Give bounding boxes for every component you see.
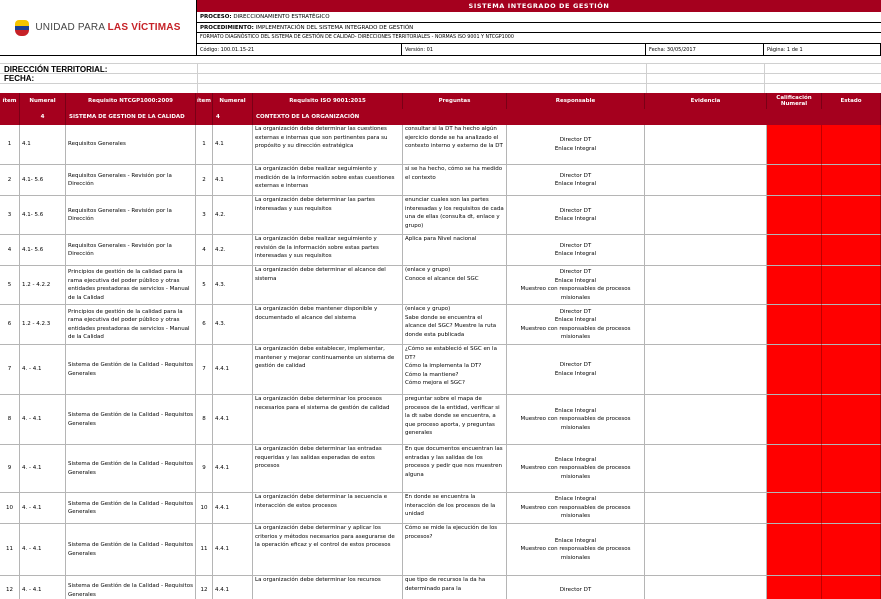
col-estado: Estado [822,93,881,109]
section-title-2: CONTEXTO DE LA ORGANIZACIÓN [253,109,881,125]
cell-calificacion[interactable] [767,305,822,345]
cell-responsable[interactable] [507,305,645,345]
colombia-seal-icon [15,20,29,36]
cell-req-iso[interactable]: La organización debe determinar el alcance del sistema [253,266,403,305]
cell-calificacion[interactable] [767,395,822,445]
cell-req-ntc[interactable]: Sistema de Gestión de la Calidad - Requisitos Generales [66,345,196,395]
cell-item2[interactable]: 8 [196,395,213,445]
cell-evidencia[interactable] [645,305,767,345]
cell-responsable[interactable] [507,266,645,305]
cell-evidencia[interactable] [645,345,767,395]
cell-req-ntc[interactable]: Principios de gestión de la calidad para la rama ejecutiva del poder público y otras entidades prestadoras de servicios - Manual de la Calidad [66,266,196,305]
cell-estado[interactable] [822,235,881,266]
cell-responsable[interactable] [507,395,645,445]
cell-item[interactable]: 11 [0,524,20,576]
cell-numeral2[interactable]: 4.4.1 [213,445,253,493]
col-calificacion: Calificación Numeral [767,93,822,109]
col-requisito-iso: Requisito ISO 9001:2015 [253,93,403,109]
cell-req-iso[interactable]: La organización debe determinar y aplicar los criterios y métodos necesarios para asegurarse de la operación eficaz y el control de estos procesos [253,524,403,576]
proceso-row: PROCESO: DIRECCIONAMIENTO ESTRATÉGICO [197,12,881,23]
cell-numeral[interactable]: 4. - 4.1 [20,445,66,493]
cell-evidencia[interactable] [645,125,767,165]
cell-item2[interactable]: 9 [196,445,213,493]
cell-req-iso[interactable]: La organización debe mantener disponible y documentado el alcance del sistema [253,305,403,345]
cell-pregunta[interactable]: consultar si la DT ha hecho algún ejercicio donde se ha analizado el contexto interno y externo de la DT [403,125,507,165]
table-row [0,493,881,524]
section-num-1: 4 [20,109,66,125]
cell-evidencia[interactable] [645,493,767,524]
cell-pregunta[interactable]: preguntar sobre el mapa de procesos de la entidad, verificar si la dt sabe donde se encuentra, a que proceso aporta, y preguntas generales [403,395,507,445]
cell-estado[interactable] [822,445,881,493]
cell-estado[interactable] [822,493,881,524]
cell-responsable[interactable] [507,235,645,266]
responsable-line: Enlace Integral [554,496,597,503]
cell-req-iso[interactable]: La organización debe determinar los recursos [253,576,403,599]
cell-item[interactable]: 8 [0,395,20,445]
direccion-territorial-label: DIRECCIÓN TERRITORIAL: [4,65,108,74]
col-item-2: ítem [196,93,213,109]
responsable-line: Director DT [559,308,592,315]
cell-estado[interactable] [822,266,881,305]
cell-numeral2[interactable]: 4.1 [213,125,253,165]
cell-numeral2[interactable]: 4.4.1 [213,493,253,524]
cell-req-ntc[interactable]: Requisitos Generales - Revisión por la Dirección [66,235,196,266]
responsable-line: Enlace Integral [554,277,597,284]
cell-item2[interactable]: 12 [196,576,213,599]
table-row [0,235,881,266]
cell-numeral2[interactable]: 4.4.1 [213,524,253,576]
cell-req-iso[interactable]: La organización debe determinar las partes interesadas y sus requisitos [253,196,403,235]
responsable-line: Muestreo con responsables de procesos misionales [520,504,631,520]
responsable-line: Enlace Integral [554,145,597,152]
cell-evidencia[interactable] [645,524,767,576]
cell-pregunta[interactable]: Aplica para Nivel nacional [403,235,507,266]
cell-item2[interactable]: 11 [196,524,213,576]
cell-req-iso[interactable]: La organización debe realizar seguimiento y medición de la información sobre estas cuestiones externas e internas [253,165,403,196]
codigo: Código: 100.01.15-21 [197,44,402,56]
cell-item2[interactable]: 2 [196,165,213,196]
cell-req-iso[interactable]: La organización debe determinar los procesos necesarios para el sistema de gestión de calidad [253,395,403,445]
cell-responsable[interactable] [507,125,645,165]
cell-req-iso[interactable]: La organización debe realizar seguimiento y revisión de la información sobre estas partes interesadas y sus requisitos [253,235,403,266]
cell-req-ntc[interactable]: Principios de gestión de la calidad para la rama ejecutiva del poder público y otras entidades prestadoras de servicios - Manual de la Calidad [66,305,196,345]
table-row [0,576,881,599]
cell-numeral2[interactable]: 4.3. [213,305,253,345]
cell-numeral2[interactable]: 4.3. [213,266,253,305]
cell-calificacion[interactable] [767,576,822,599]
cell-pregunta[interactable]: si se ha hecho, cómo se ha medido el contexto [403,165,507,196]
cell-req-ntc[interactable]: Sistema de Gestión de la Calidad - Requisitos Generales [66,524,196,576]
cell-req-iso[interactable]: La organización debe determinar las entradas requeridas y las salidas esperadas de estos procesos [253,445,403,493]
cell-item[interactable]: 5 [0,266,20,305]
cell-calificacion[interactable] [767,266,822,305]
cell-responsable[interactable] [507,445,645,493]
cell-estado[interactable] [822,345,881,395]
cell-numeral[interactable]: 4.1- 5.6 [20,165,66,196]
cell-req-iso[interactable]: La organización debe establecer, implementar, mantener y mejorar continuamente un sistema de gestión de calidad [253,345,403,395]
cell-pregunta[interactable]: (enlace y grupo) Sabe donde se encuentra el alcance del SGC? Muestre la ruta donde esta publicada [403,305,507,345]
section-header [0,109,881,125]
cell-responsable[interactable] [507,345,645,395]
cell-calificacion[interactable] [767,445,822,493]
cell-item[interactable]: 9 [0,445,20,493]
responsable-line: Muestreo con responsables de procesos misionales [520,546,631,561]
responsable-line: Director DT [559,587,592,594]
cell-numeral[interactable]: 4. - 4.1 [20,576,66,599]
col-evidencia: Evidencia [645,93,767,109]
table-row [0,196,881,235]
cell-numeral[interactable]: 4. - 4.1 [20,524,66,576]
responsable-line: Director DT [559,269,592,275]
cell-item[interactable]: 10 [0,493,20,524]
cell-req-ntc[interactable]: Requisitos Generales [66,125,196,165]
responsable-line: Enlace Integral [554,181,597,187]
table-row [0,266,881,305]
cell-numeral2[interactable]: 4.4.1 [213,576,253,599]
cell-pregunta[interactable]: Cómo se mide la ejecución de los procesos? [403,524,507,576]
cell-calificacion[interactable] [767,235,822,266]
responsable-line: Enlace Integral [554,216,597,222]
cell-responsable[interactable] [507,196,645,235]
table-row [0,395,881,445]
responsable-line: Director DT [559,207,592,214]
cell-req-ntc[interactable]: Sistema de Gestión de la Calidad - Requisitos Generales [66,445,196,493]
cell-item2[interactable]: 10 [196,493,213,524]
col-item: ítem [0,93,20,109]
fecha-doc: Fecha: 30/05/2017 [646,44,764,56]
cell-calificacion[interactable] [767,125,822,165]
cell-item[interactable]: 3 [0,196,20,235]
responsable-line: Muestreo con responsables de procesos misionales [520,465,631,480]
cell-pregunta[interactable]: (enlace y grupo) Conoce el alcance del SGC [403,266,507,305]
cell-pregunta[interactable]: que tipo de recursos la da ha determinado para la [403,576,507,599]
cell-estado[interactable] [822,576,881,599]
cell-estado[interactable] [822,395,881,445]
table-row [0,445,881,493]
system-title: SISTEMA INTEGRADO DE GESTIÓN [197,0,881,12]
cell-numeral2[interactable]: 4.2. [213,235,253,266]
cell-req-ntc[interactable]: Requisitos Generales - Revisión por la Dirección [66,165,196,196]
cell-numeral[interactable]: 4. - 4.1 [20,395,66,445]
cell-numeral[interactable]: 4. - 4.1 [20,493,66,524]
version: Versión: 01 [402,44,646,56]
col-requisito-ntc: Requisito NTCGP1000:2009 [66,93,196,109]
cell-numeral[interactable]: 4.1- 5.6 [20,196,66,235]
cell-numeral[interactable]: 4.1 [20,125,66,165]
responsable-line: Muestreo con responsables de procesos misionales [520,416,631,431]
table-row [0,524,881,576]
cell-item[interactable]: 12 [0,576,20,599]
cell-calificacion[interactable] [767,524,822,576]
responsable-line: Enlace Integral [554,537,597,544]
logo: UNIDAD PARA LAS VÍCTIMAS [35,22,181,33]
cell-req-ntc[interactable]: Sistema de Gestión de la Calidad - Requisitos Generales [66,576,196,599]
cell-item2[interactable]: 7 [196,345,213,395]
cell-calificacion[interactable] [767,345,822,395]
cell-numeral2[interactable]: 4.4.1 [213,345,253,395]
col-preguntas: Preguntas [403,93,507,109]
cell-responsable[interactable] [507,165,645,196]
cell-calificacion[interactable] [767,493,822,524]
section-title-1: SISTEMA DE GESTION DE LA CALIDAD [66,109,196,125]
cell-estado[interactable] [822,125,881,165]
responsable-line: Enlace Integral [554,370,597,377]
procedimiento-row: PROCEDIMIENTO: IMPLEMENTACIÓN DEL SISTEMA INTEGRADO DE GESTIÓN [197,23,881,33]
responsable-line: Enlace Integral [554,456,597,463]
cell-numeral[interactable]: 1.2 - 4.2.2 [20,266,66,305]
cell-pregunta[interactable]: enunciar cuales son las partes interesadas y los requisitos de cada una de ellas (consulta dt, enlace y grupo) [403,196,507,235]
cell-numeral2[interactable]: 4.1 [213,165,253,196]
cell-item[interactable]: 6 [0,305,20,345]
cell-calificacion[interactable] [767,196,822,235]
cell-numeral2[interactable]: 4.2. [213,196,253,235]
col-numeral-2: Numeral [213,93,253,109]
cell-numeral[interactable]: 4.1- 5.6 [20,235,66,266]
cell-item2[interactable]: 6 [196,305,213,345]
cell-item2[interactable]: 4 [196,235,213,266]
table-header [0,93,881,109]
cell-pregunta[interactable]: En que documentos encuentran las entradas y las salidas de los procesos y pedir que nos muestren alguna [403,445,507,493]
form-area [0,56,881,93]
cell-evidencia[interactable] [645,576,767,599]
responsable-line: Enlace Integral [554,317,597,323]
responsable-line: Director DT [559,362,592,368]
responsable-line: Muestreo con responsables de procesos misionales [520,325,631,340]
cell-responsable[interactable] [507,576,645,599]
col-numeral: Numeral [20,93,66,109]
cell-estado[interactable] [822,165,881,196]
cell-numeral2[interactable]: 4.4.1 [213,395,253,445]
responsable-line: Director DT [559,242,592,249]
cell-item[interactable]: 2 [0,165,20,196]
cell-item2[interactable]: 1 [196,125,213,165]
responsable-line: Director DT [559,137,592,143]
cell-evidencia[interactable] [645,165,767,196]
responsable-line: Enlace Integral [554,251,597,257]
cell-pregunta[interactable]: En donde se encuentra la interacción de los procesos de la unidad [403,493,507,524]
cell-evidencia[interactable] [645,395,767,445]
cell-item2[interactable]: 3 [196,196,213,235]
cell-req-ntc[interactable]: Sistema de Gestión de la Calidad - Requisitos Generales [66,493,196,524]
cell-item[interactable]: 4 [0,235,20,266]
pagina: Página: 1 de 1 [764,44,881,56]
cell-responsable[interactable] [507,493,645,524]
cell-numeral[interactable]: 1.2 - 4.2.3 [20,305,66,345]
fecha-label: FECHA: [4,74,35,83]
cell-pregunta[interactable]: ¿Cómo se estableció el SGC en la DT? Cómo la implementa la DT? Cómo la mantiene? Cómo mejora el SGC? [403,345,507,395]
table-row [0,165,881,196]
cell-item[interactable]: 7 [0,345,20,395]
section-num-2: 4 [213,109,253,125]
responsable-line: Muestreo con responsables de procesos misionales [520,286,631,301]
cell-item2[interactable]: 5 [196,266,213,305]
cell-evidencia[interactable] [645,445,767,493]
cell-numeral[interactable]: 4. - 4.1 [20,345,66,395]
table-row [0,345,881,395]
col-responsable: Responsable [507,93,645,109]
cell-evidencia[interactable] [645,235,767,266]
cell-item[interactable]: 1 [0,125,20,165]
cell-req-iso[interactable]: La organización debe determinar las cuestiones externas e internas que son pertinentes para su propósito y su dirección estratégica [253,125,403,165]
table-row [0,305,881,345]
formato-row: FORMATO DIAGNÓSTICO DEL SISTEMA DE GESTIÓN DE CALIDAD- DIRECCIONES TERRITORIALES - NORMAS ISO 9001 Y NTCGP1000 [197,33,881,44]
responsable-line: Enlace Integral [554,407,597,414]
cell-calificacion[interactable] [767,165,822,196]
cell-req-ntc[interactable]: Sistema de Gestión de la Calidad - Requisitos Generales [66,395,196,445]
responsable-line: Director DT [559,172,592,179]
logo-area [0,0,197,56]
cell-req-ntc[interactable]: Requisitos Generales - Revisión por la Dirección [66,196,196,235]
cell-req-iso[interactable]: La organización debe determinar la secuencia e interacción de estos procesos [253,493,403,524]
cell-responsable[interactable] [507,524,645,576]
cell-evidencia[interactable] [645,196,767,235]
cell-estado[interactable] [822,196,881,235]
table-row [0,125,881,165]
cell-estado[interactable] [822,524,881,576]
cell-estado[interactable] [822,305,881,345]
cell-evidencia[interactable] [645,266,767,305]
